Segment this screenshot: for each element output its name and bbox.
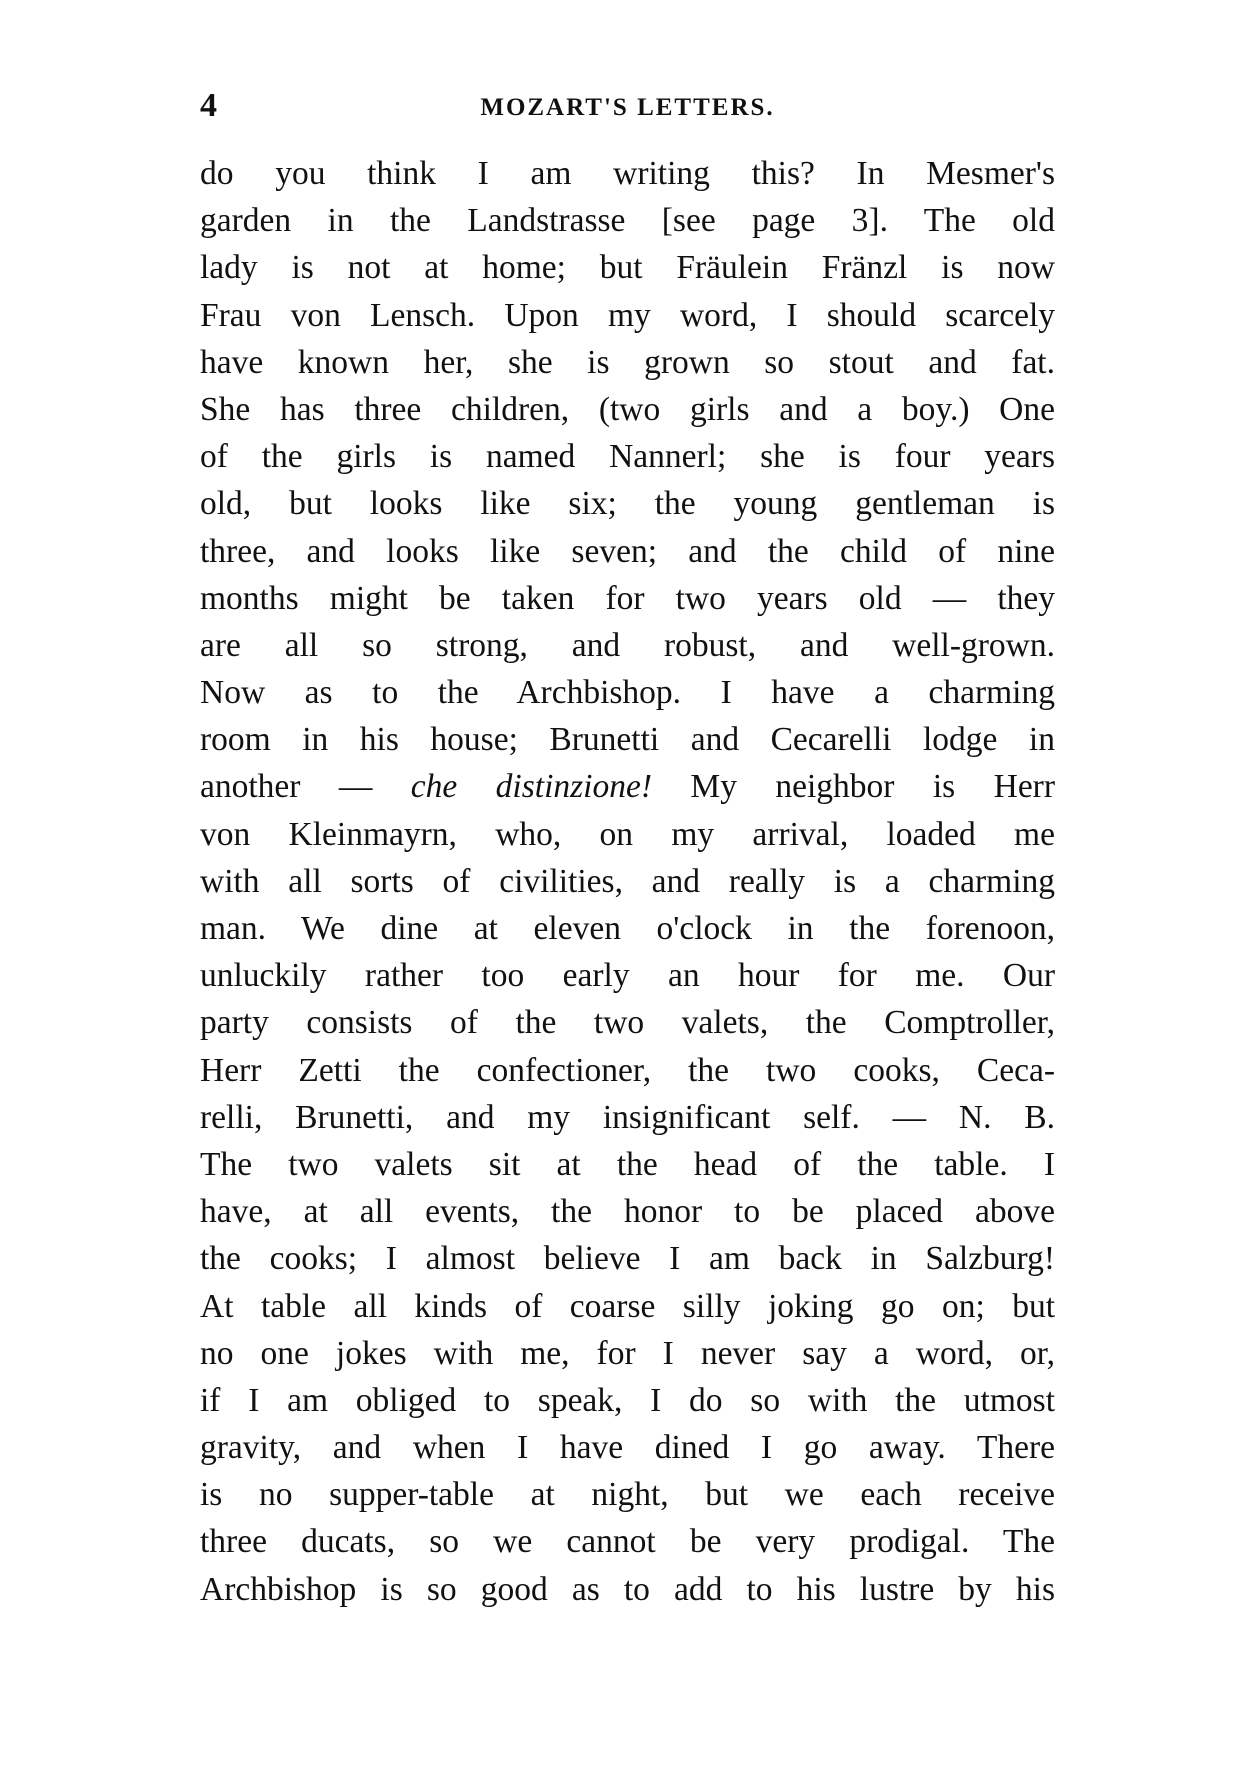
text-line: three, and looks like seven; and the child of nine xyxy=(200,532,1055,570)
text-line: months might be taken for two years old — they xyxy=(200,579,1055,617)
text-line: of the girls is named Nannerl; she is four years xyxy=(200,438,1055,476)
text-line: have known her, she is grown so stout and fat. xyxy=(200,343,1055,381)
text-line: if I am obliged to speak, I do so with the utmost xyxy=(200,1381,1055,1419)
text-line: do you think I am writing this? In Mesmer's xyxy=(200,155,1055,192)
body-text xyxy=(200,150,1055,1613)
text-line: lady is not at home; but Fräulein Fränzl is now xyxy=(200,249,1055,287)
text-line: room in his house; Brunetti and Cecarelli lodge in xyxy=(200,721,1055,759)
text-line: man. We dine at eleven o'clock in the forenoon, xyxy=(200,910,1055,947)
text-line: At table all kinds of coarse silly joking go on; but xyxy=(200,1287,1055,1325)
text-line: have, at all events, the honor to be placed above xyxy=(200,1193,1055,1231)
text-line-with-italic xyxy=(200,763,1055,810)
text-line: Archbishop is so good as to add to his lustre by his xyxy=(200,1570,1055,1608)
text-line: garden in the Landstrasse [see page 3]. The old xyxy=(200,202,1055,240)
text-line: gravity, and when I have dined I go away. There xyxy=(200,1429,1055,1467)
text-line: unluckily rather too early an hour for me. Our xyxy=(200,957,1055,995)
running-head xyxy=(200,86,1055,126)
text-line: She has three children, (two girls and a boy.) One xyxy=(200,390,1055,428)
text-line: old, but looks like six; the young gentleman is xyxy=(200,485,1055,523)
running-title: MOZART'S LETTERS. xyxy=(480,94,775,121)
line-text-after: My neighbor is Herr xyxy=(652,768,1055,806)
line-text-before: another — xyxy=(200,768,411,806)
text-line: Now as to the Archbishop. I have a charming xyxy=(200,674,1055,712)
italic-phrase: che distinzione! xyxy=(410,768,653,806)
text-line: are all so strong, and robust, and well-grown. xyxy=(200,626,1055,664)
text-line: Frau von Lensch. Upon my word, I should scarcely xyxy=(200,296,1055,334)
text-line: party consists of the two valets, the Comptroller, xyxy=(200,1004,1055,1042)
text-line: three ducats, so we cannot be very prodigal. The xyxy=(200,1523,1055,1561)
text-line: relli, Brunetti, and my insignificant self. — N. B. xyxy=(200,1098,1055,1136)
text-line: The two valets sit at the head of the table. I xyxy=(200,1145,1055,1183)
text-line: with all sorts of civilities, and really is a charming xyxy=(200,862,1055,900)
text-line: is no supper-table at night, but we each receive xyxy=(200,1476,1055,1514)
text-line: Herr Zetti the confectioner, the two cooks, Ceca- xyxy=(200,1051,1055,1089)
page-number: 4 xyxy=(200,87,217,124)
text-line: the cooks; I almost believe I am back in Salzburg! xyxy=(200,1240,1055,1278)
text-line: von Kleinmayrn, who, on my arrival, loaded me xyxy=(200,815,1055,853)
text-line: no one jokes with me, for I never say a word, or, xyxy=(200,1334,1055,1372)
